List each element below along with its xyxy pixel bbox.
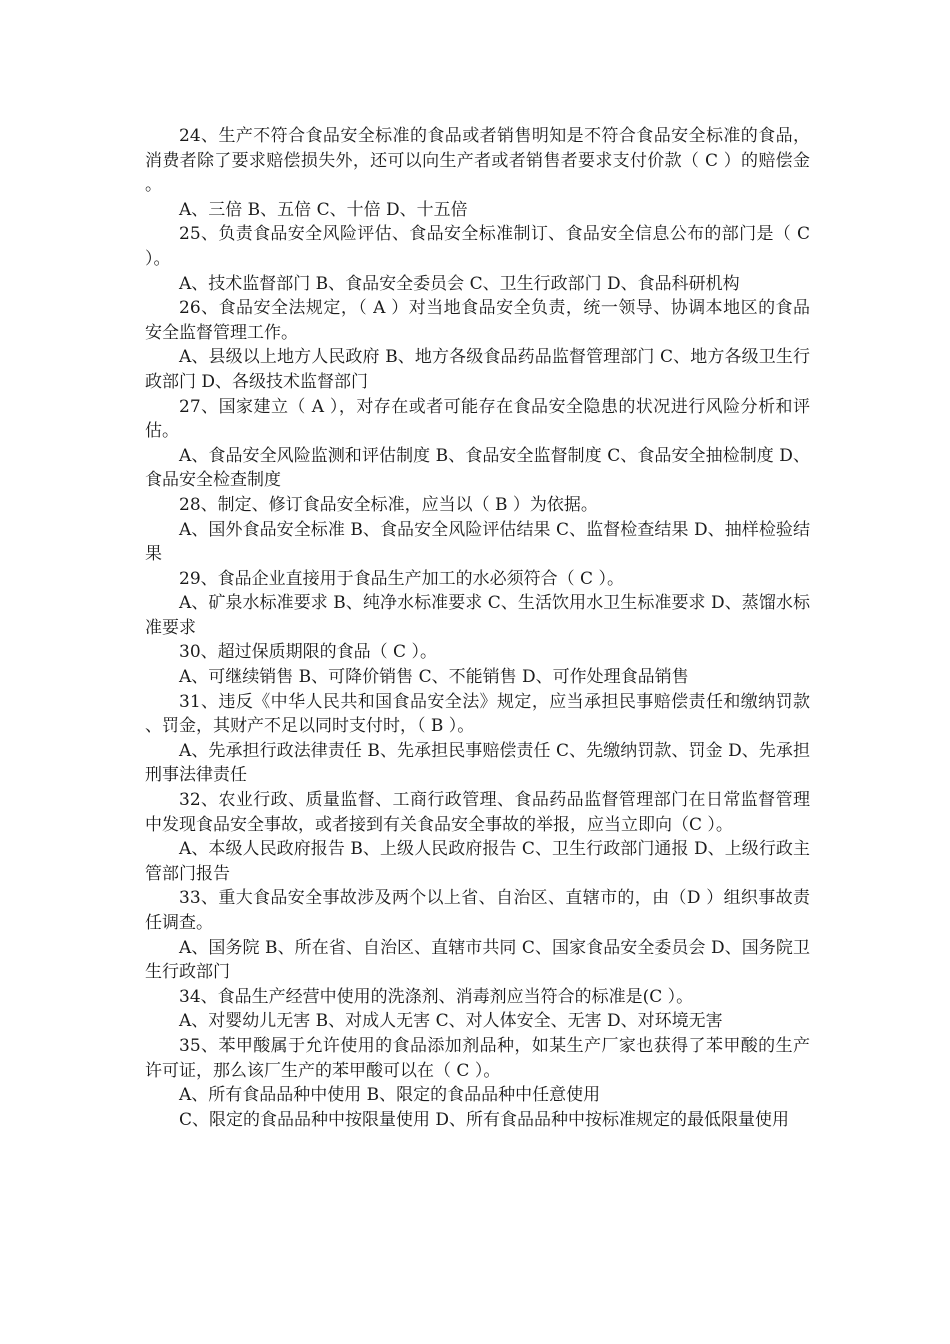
- question-27: 27、国家建立（ A ），对存在或者可能存在食品安全隐患的状况进行风险分析和评估。: [145, 396, 810, 442]
- question-35-options-cd: C、限定的食品品种中按限量使用 D、所有食品品种中按标准规定的最低限量使用: [179, 1109, 790, 1130]
- question-35-options-ab: A、所有食品品种中使用 B、限定的食品品种中任意使用: [179, 1085, 601, 1106]
- question-32: 32、农业行政、质量监督、工商行政管理、食品药品监督管理部门在日常监督管理中发现食品安全事故，或者接到有关食品安全事故的举报，应当立即向（C ）。: [145, 790, 810, 835]
- question-32-options: A、本级人民政府报告 B、上级人民政府报告 C、卫生行政部门通报 D、上级行政主管部门报告: [145, 839, 810, 884]
- question-25: 25、负责食品安全风险评估、食品安全标准制订、食品安全信息公布的部门是（ C ）。: [145, 224, 810, 269]
- question-30: 30、超过保质期限的食品（ C ）。: [179, 642, 437, 663]
- question-24-options: A、三倍 B、五倍 C、十倍 D、十五倍: [179, 199, 468, 220]
- question-24: 24、生产不符合食品安全标准的食品或者销售明知是不符合食品安全标准的食品，消费者除了要求赔偿损失外，还可以向生产者或者销售者要求支付价款（ C ）的赔偿金。: [145, 126, 810, 196]
- question-33-options: A、国务院 B、所在省、自治区、直辖市共同 C、国家食品安全委员会 D、国务院卫生行政部门: [145, 937, 810, 983]
- question-31: 31、违反《中华人民共和国食品安全法》规定，应当承担民事赔偿责任和缴纳罚款、罚金，其财产不足以同时支付时，（ B ）。: [145, 691, 810, 737]
- question-26-options: A、县级以上地方人民政府 B、地方各级食品药品监督管理部门 C、地方各级卫生行政部门 D、各级技术监督部门: [145, 347, 810, 392]
- question-26: 26、食品安全法规定，（ A ）对当地食品安全负责，统一领导、协调本地区的食品安全监督管理工作。: [145, 298, 810, 343]
- question-35: 35、苯甲酸属于允许使用的食品添加剂品种，如某生产厂家也获得了苯甲酸的生产许可证，那么该厂生产的苯甲酸可以在（ C ）。: [145, 1035, 810, 1081]
- question-34-options: A、对婴幼儿无害 B、对成人无害 C、对人体安全、无害 D、对环境无害: [179, 1011, 723, 1032]
- question-25-options: A、技术监督部门 B、食品安全委员会 C、卫生行政部门 D、食品科研机构: [179, 273, 740, 294]
- question-28: 28、制定、修订食品安全标准，应当以（ B ）为依据。: [179, 494, 598, 515]
- document-body: [145, 124, 810, 1132]
- question-27-options: A、食品安全风险监测和评估制度 B、食品安全监督制度 C、食品安全抽检制度 D、食品安全检查制度: [145, 445, 810, 491]
- question-29: 29、食品企业直接用于食品生产加工的水必须符合（ C ）。: [179, 568, 624, 589]
- question-29-options: A、矿泉水标准要求 B、纯净水标准要求 C、生活饮用水卫生标准要求 D、蒸馏水标准要求: [145, 593, 810, 638]
- question-34: 34、食品生产经营中使用的洗涤剂、消毒剂应当符合的标准是(C ）。: [179, 986, 694, 1007]
- question-28-options: A、国外食品安全标准 B、食品安全风险评估结果 C、监督检查结果 D、抽样检验结果: [145, 519, 810, 565]
- question-30-options: A、可继续销售 B、可降价销售 C、不能销售 D、可作处理食品销售: [179, 667, 689, 688]
- question-31-options: A、先承担行政法律责任 B、先承担民事赔偿责任 C、先缴纳罚款、罚金 D、先承担刑事法律责任: [145, 740, 810, 786]
- question-33: 33、重大食品安全事故涉及两个以上省、自治区、直辖市的，由（D ）组织事故责任调查。: [145, 888, 810, 933]
